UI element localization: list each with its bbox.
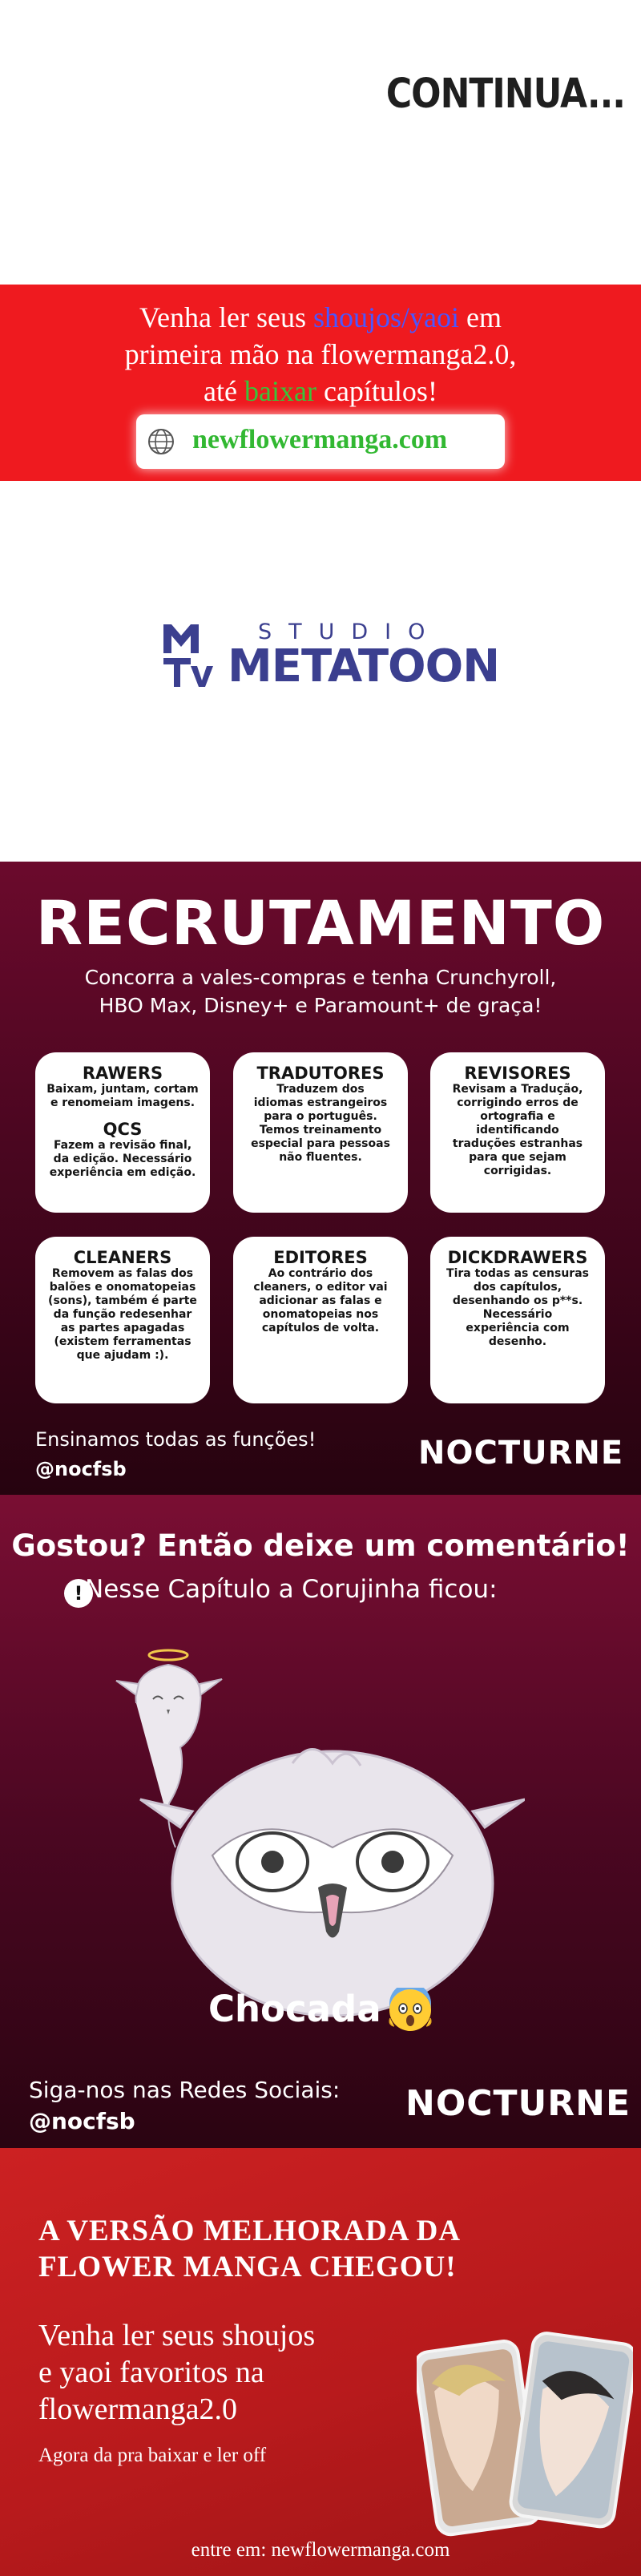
role-title: EDITORES [273,1248,368,1267]
role-desc-line: adicionar as falas e [259,1294,382,1307]
promo-line-3-post: capítulos! [316,375,437,407]
comment-section [0,1495,641,2148]
role-desc-line: e renomeiam imagens. [50,1096,196,1109]
role-desc-line: Revisam a Tradução, [452,1083,583,1096]
role-card-editores [233,1237,408,1403]
role-desc-line: experiência em edição. [49,1166,196,1179]
role-desc-line: (existem ferramentas [54,1335,191,1348]
improved-body-2: e yaoi favoritos na [38,2356,264,2389]
role-title: RAWERS [82,1064,163,1083]
role-desc-line: capítulos de volta. [261,1322,380,1334]
role-desc-line: Necessário [482,1308,553,1321]
exclamation-icon: ! [64,1579,93,1608]
improved-headline-2: FLOWER MANGA CHEGOU! [38,2251,457,2283]
improved-body-3: flowermanga2.0 [38,2392,237,2426]
role-desc-line: da edição. Necessário [53,1153,192,1165]
role-desc-line: corrigidas. [483,1165,552,1177]
role-desc-line: desenhando os p**s. [452,1294,583,1307]
improved-small-text: Agora da pra baixar e ler off [38,2445,267,2466]
role-desc-line: não fluentes. [279,1151,362,1164]
studio-word: STUDIO [258,620,442,644]
role-desc-line: balões e onomatopeias [49,1281,196,1294]
globe-icon [147,428,175,455]
promo-highlight-download: baixar [244,375,316,407]
role-desc-line: Fazem a revisão final, [53,1139,192,1152]
shocked-face-icon [388,1988,433,2033]
improved-version-section [0,2148,641,2576]
nocturne-logo: NOCTURNE [405,2083,631,2124]
promo-line-1-post: em [458,301,502,333]
improved-headline-1: A VERSÃO MELHORADA DA [38,2215,462,2247]
role-desc-line: (sons), também é parte [48,1294,197,1307]
role-title: DICKDRAWERS [447,1248,588,1267]
role-title: TRADUTORES [256,1064,385,1083]
promo-url-text: newflowermanga.com [192,425,448,454]
role-desc-line: Removem as falas dos [51,1267,194,1280]
role-desc-line: Baixam, juntam, cortam [46,1083,199,1096]
role-title: REVISORES [464,1064,571,1083]
role-card-tradutores [233,1052,408,1213]
role-desc-line: corrigindo erros de [457,1096,579,1109]
recruitment-title: RECRUTAMENTO [35,887,606,959]
role-desc-line: Temos treinamento [259,1124,382,1137]
owl-mascot-illustration [92,1615,525,2032]
role-desc-line: desenho. [488,1335,547,1348]
role-title: CLEANERS [73,1248,172,1267]
role-desc-line: experiência com [466,1322,570,1334]
role-card-revisores [430,1052,605,1213]
role-desc-line: traduções estranhas [452,1137,583,1150]
promo-line-3 [0,374,641,408]
role-desc-line: dos capítulos, [473,1281,562,1294]
role-desc-line: para o português. [264,1110,377,1123]
promo-line-1 [0,301,641,334]
role-desc-line: da função redesenhar [53,1308,192,1321]
role-desc-line: especial para pessoas [251,1137,390,1150]
phones-illustration [417,2329,633,2538]
studio-metatoon-logo [160,620,500,692]
recruitment-footer-text: Ensinamos todas as funções! [35,1428,316,1451]
improved-body-1: Venha ler seus shoujos [38,2319,316,2352]
recruitment-subtitle-2: HBO Max, Disney+ e Paramount+ de graça! [99,994,542,1017]
studio-section [0,481,641,862]
comment-footer-text: Siga-nos nas Redes Sociais: [29,2077,341,2103]
nocturne-logo: NOCTURNE [418,1435,624,1472]
role-card-rawers [35,1052,210,1213]
improved-url-link[interactable]: entre em: newflowermanga.com [191,2539,450,2561]
role-desc-line: que ajudam :). [76,1349,169,1362]
comment-title: Gostou? Então deixe um comentário! [11,1528,630,1563]
comment-subtitle: Nesse Capítulo a Corujinha ficou: [85,1575,498,1604]
promo-url-button[interactable] [136,414,505,469]
role-desc-line: onomatopeias nos [262,1308,379,1321]
promo-line-1-pre: Venha ler seus [139,301,313,333]
role-desc-line: idiomas estrangeiros [253,1096,388,1109]
studio-mark-icon [160,621,224,689]
role-desc-line: as partes apagadas [60,1322,185,1334]
role-desc-line: Traduzem dos [276,1083,365,1096]
recruitment-section [0,862,641,1495]
comment-handle-link[interactable]: @nocfsb [29,2108,135,2134]
role-desc-line: Ao contrário dos [268,1267,373,1280]
metatoon-word: METATOON [228,640,500,692]
role-title-qcs: QCS [103,1120,143,1139]
recruitment-handle-link[interactable]: @nocfsb [35,1458,127,1480]
continua-text: CONTINUA... [385,71,625,118]
promo-highlight-genres: shoujos/yaoi [312,301,459,333]
continua-section [0,0,641,285]
reaction-label: Chocada [208,1988,381,2030]
promo-banner [0,285,641,481]
promo-line-2: primeira mão na flowermanga2.0, [124,338,517,370]
role-desc-line: identificando [476,1124,559,1137]
role-card-cleaners [35,1237,210,1403]
role-card-dickdrawers [430,1237,605,1403]
role-desc-line: cleaners, o editor vai [253,1281,388,1294]
promo-line-3-pre: até [204,375,245,407]
recruitment-subtitle-1: Concorra a vales-compras e tenha Crunchyroll, [84,966,557,989]
role-desc-line: ortografia e [480,1110,555,1123]
role-desc-line: para que sejam [469,1151,566,1164]
role-desc-line: Tira todas as censuras [446,1267,589,1280]
